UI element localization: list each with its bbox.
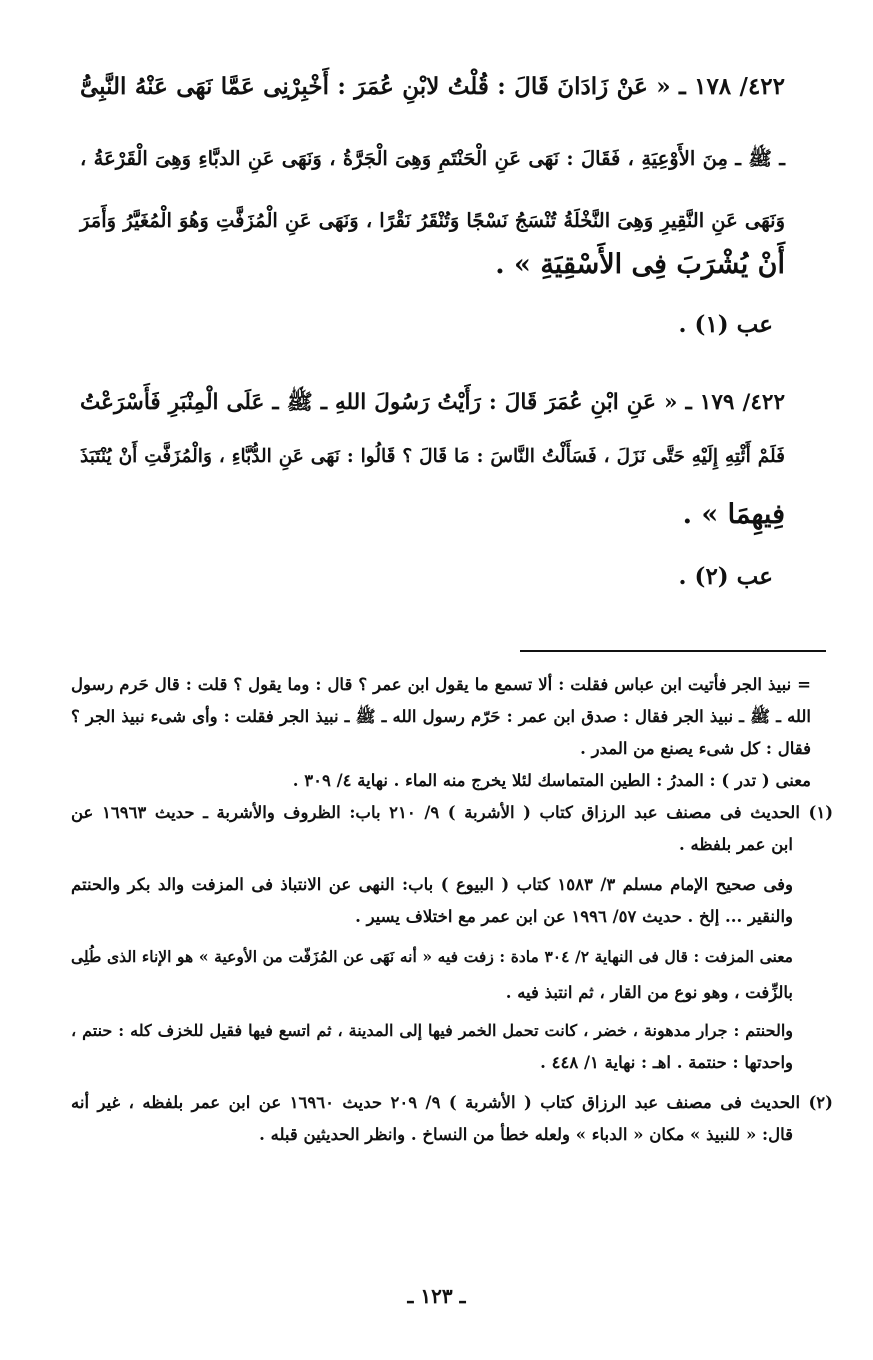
hadith-178-attribution: عب (١) . — [678, 311, 773, 338]
hadith-178-line-2: ـ ﷺ ـ مِنَ الأَوْعِيَةِ ، فَقَالَ : نَهَى عَنِ الْحَنْتَمِ وَهِىَ الْجَرَّةُ ، وَنَهَى عَنِ الدبَّاءِ وَهِىَ الْقَرْعَةُ ، — [80, 147, 785, 170]
footnote-1-line-8: واحدتها : حنتمة . اهـ : نهاية ١/ ٤٤٨ . — [540, 1053, 793, 1072]
footnote-1-line-1: (١) الحديث فى مصنف عبد الرزاق كتاب ( الأشربة ) ٩/ ٢١٠ باب: الظروف والأشربة ـ حديث ١٦٩٦٣ عن — [71, 803, 833, 822]
footnote-2-line-2: قال: « للنبيذ » مكان « الدباء » ولعله خطأ من النساخ . وانظر الحديثين قبله . — [259, 1125, 793, 1144]
footnote-1-line-7: والحنتم : جرار مدهونة ، خضر ، كانت تحمل الخمر فيها إلى المدينة ، ثم اتسع فيها فقيل للخزف كله : حنتم ، — [71, 1021, 793, 1040]
footnote-cont-line-2: الله ـ ﷺ ـ نبيذ الجر فقال : صدق ابن عمر : حَرّم رسول الله ـ ﷺ ـ نبيذ الجر فقلت : وأى شىء نبيذ الجر ؟ — [71, 707, 811, 726]
hadith-179-line-3: فِيهِمَا » . — [682, 499, 785, 530]
footnote-cont-line-4: معنى ( تدر ) : المدرُ : الطين المتماسك لئلا يخرج منه الماء . نهاية ٤/ ٣٠٩ . — [292, 771, 811, 790]
hadith-179-attribution: عب (٢) . — [678, 563, 773, 590]
footnote-1-line-6: بالزِّفت ، وهو نوع من القار ، ثم انتبذ فيه . — [505, 983, 793, 1002]
footnote-2-line-1: (٢) الحديث فى مصنف عبد الرزاق كتاب ( الأشربة ) ٩/ ٢٠٩ حديث ١٦٩٦٠ عن ابن عمر بلفظه ، غير أنه — [71, 1093, 833, 1112]
hadith-178-line-4: أَنْ يُشْرَبَ فِى الأَسْقِيَةِ » . — [495, 249, 785, 280]
footnote-cont-line-3: فقال : كل شىء يصنع من المدر . — [580, 739, 811, 758]
page-number: ـ ١٢٣ ـ — [407, 1284, 466, 1308]
footnote-separator — [520, 650, 826, 652]
footnote-1-line-5: معنى المزفت : قال فى النهاية ٢/ ٣٠٤ مادة : زفت فيه « أنه نَهَى عن المُزَفّت من الأوعية » هو الإناء الذى طُلِى — [71, 947, 793, 966]
hadith-178-line-3: وَنَهَى عَنِ النَّقِيرِ وَهِىَ النَّخْلَةُ تُنْسَجُ نَسْجًا وَتُنْقَرُ نَقْرًا ، وَنَهَى عَنِ الْمُزَفَّتِ وَهُوَ الْمُغَيَّرُ وَأَمَرَ — [80, 209, 785, 232]
footnote-1-line-3: وفى صحيح الإمام مسلم ٣/ ١٥٨٣ كتاب ( البيوع ) باب: النهى عن الانتباذ فى المزفت والد بكر والحنتم — [71, 875, 793, 894]
footnote-cont-line-1: = نبيذ الجر فأتيت ابن عباس فقلت : ألا تسمع ما يقول ابن عمر ؟ قال : وما يقول ؟ قلت : قال حَرم رسول — [71, 675, 811, 694]
hadith-179-line-2: فَلَمْ أَئْتِهِ إِلَيْهِ حَتَّى نَزَلَ ، فَسَأَلْتُ النَّاسَ : مَا قَالَ ؟ قَالُوا : نَهَى عَنِ الدُّبَّاءِ ، وَالْمُزَفَّتِ أَنْ يُنْتَبَذَ — [80, 446, 785, 467]
hadith-178-line-1: ٤٢٢/ ١٧٨ ـ « عَنْ زَادَانَ قَالَ : قُلْتُ لابْنِ عُمَرَ : أَخْبِرْنِى عَمَّا نَهَى عَنْهُ النَّبِىُّ — [80, 73, 785, 100]
footnote-1-line-4: والنقير ... إلخ . حديث ٥٧/ ١٩٩٦ عن ابن عمر مع اختلاف يسير . — [355, 907, 793, 926]
footnote-1-line-2: ابن عمر بلفظه . — [679, 835, 793, 854]
hadith-179-line-1: ٤٢٢/ ١٧٩ ـ « عَنِ ابْنِ عُمَرَ قَالَ : رَأَيْتُ رَسُولَ اللهِ ـ ﷺ ـ عَلَى الْمِنْبَرِ فَأَسْرَعْتُ — [80, 390, 785, 415]
